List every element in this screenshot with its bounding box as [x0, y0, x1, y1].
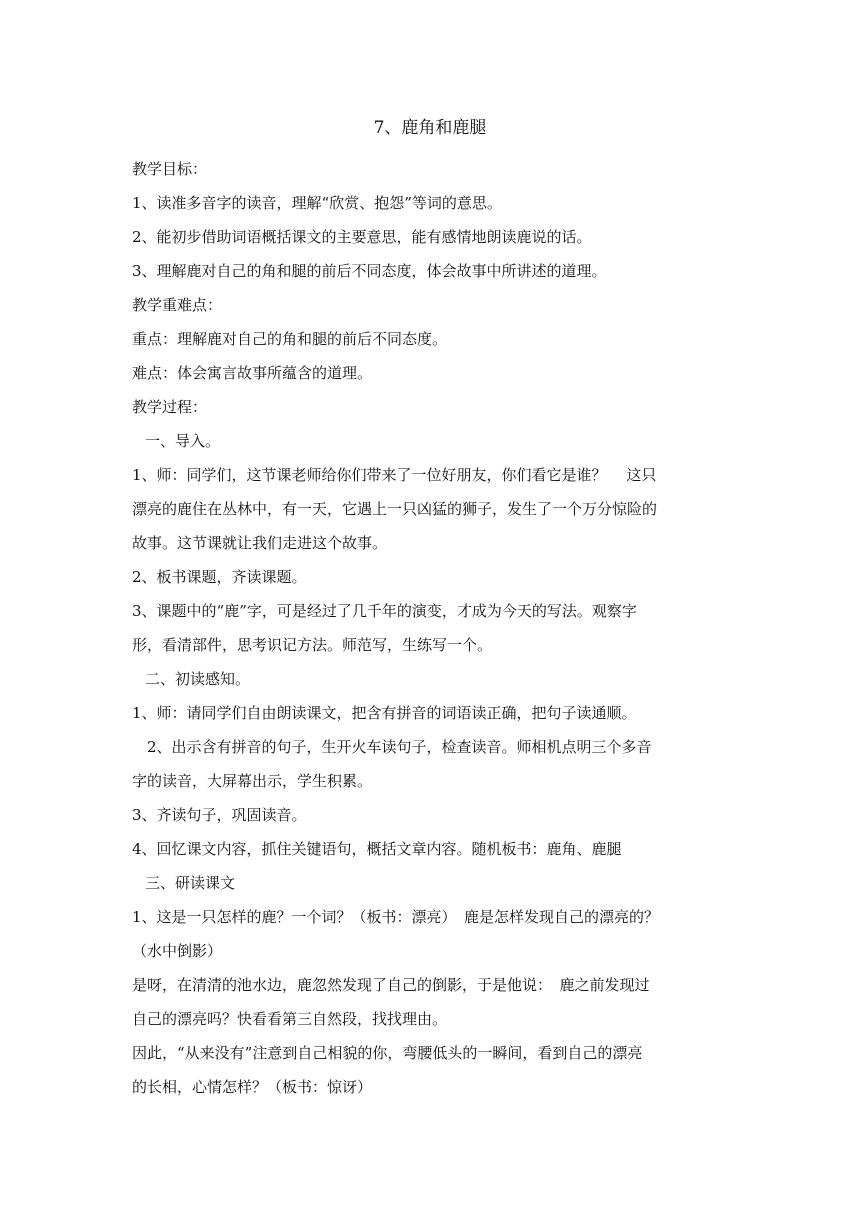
paragraph-line: 1、读准多音字的读音，理解“欣赏、抱怨”等词的意思。: [132, 194, 502, 212]
paragraph-line: 3、理解鹿对自己的角和腿的前后不同态度，体会故事中所讲述的道理。: [132, 262, 607, 280]
section-heading-key-points: 教学重难点：: [132, 296, 223, 314]
paragraph-line: 3、齐读句子，巩固读音。: [132, 806, 307, 824]
section-heading-teaching-goals: 教学目标：: [132, 160, 208, 178]
paragraph-line: （水中倒影）: [132, 942, 223, 960]
paragraph-line: 3、课题中的“鹿”字，可是经过了几千年的演变，才成为今天的写法。观察字: [132, 602, 637, 620]
paragraph-line: 2、能初步借助词语概括课文的主要意思，能有感情地朗读鹿说的话。: [132, 228, 592, 246]
section-heading-process: 教学过程：: [132, 398, 208, 416]
paragraph-line: 1、这是一只怎样的鹿？一个词？（板书：漂亮） 鹿是怎样发现自己的漂亮的？: [132, 908, 660, 926]
paragraph-line: 4、回忆课文内容，抓住关键语句，概括文章内容。随机板书：鹿角、鹿腿: [132, 840, 622, 858]
paragraph-line: 自己的漂亮吗？快看看第三自然段，找找理由。: [132, 1010, 448, 1028]
paragraph-line: 是呀，在清清的池水边，鹿忽然发现了自己的倒影，于是他说： 鹿之前发现过: [132, 976, 650, 994]
paragraph-line: 字的读音，大屏幕出示，学生积累。: [132, 772, 373, 790]
paragraph-line: 2、出示含有拼音的句子，生开火车读句子，检查读音。师相机点明三个多音: [147, 738, 652, 756]
paragraph-line: 2、板书课题，齐读课题。: [132, 568, 307, 586]
paragraph-line: 1、师：请同学们自由朗读课文，把含有拼音的词语读正确，把句子读通顺。: [132, 704, 637, 722]
paragraph-line: 形，看清部件，思考识记方法。师范写，生练写一个。: [132, 636, 493, 654]
paragraph-line: 故事。这节课就让我们走进这个故事。: [132, 534, 388, 552]
document-title: 7、鹿角和鹿腿: [373, 118, 487, 138]
paragraph-line: 因此，“从来没有”注意到自己相貌的你，弯腰低头的一瞬间，看到自己的漂亮: [132, 1044, 643, 1062]
subsection-heading-study-text: 三、研读课文: [145, 874, 236, 892]
paragraph-line: 重点：理解鹿对自己的角和腿的前后不同态度。: [132, 330, 448, 348]
subsection-heading-first-reading: 二、初读感知。: [145, 670, 251, 688]
subsection-heading-intro: 一、导入。: [145, 432, 221, 450]
paragraph-line: 漂亮的鹿住在丛林中，有一天，它遇上一只凶猛的狮子，发生了一个万分惊险的: [132, 500, 658, 518]
paragraph-line: 1、师：同学们，这节课老师给你们带来了一位好朋友，你们看它是谁？ 这只: [132, 466, 657, 484]
paragraph-line: 难点：体会寓言故事所蕴含的道理。: [132, 364, 373, 382]
document-body: [132, 152, 732, 1104]
paragraph-line: 的长相，心情怎样？（板书：惊讶）: [132, 1078, 373, 1096]
